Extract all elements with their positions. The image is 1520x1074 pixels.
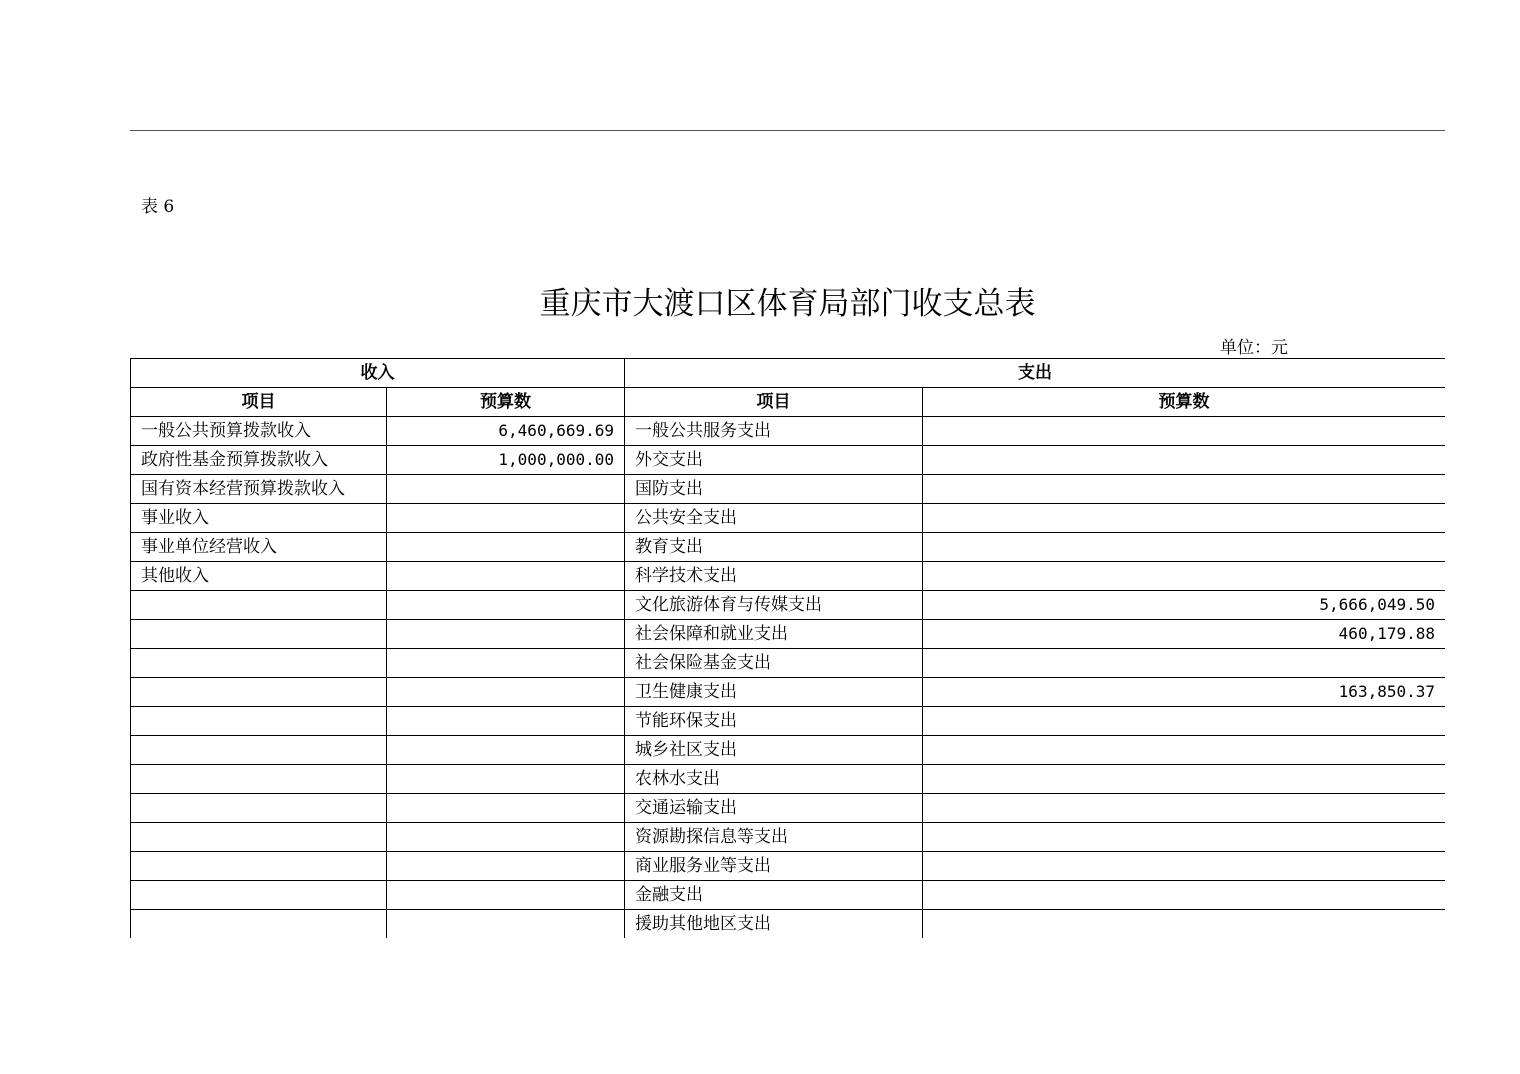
expense-amount-cell xyxy=(923,707,1446,736)
expense-item-cell: 一般公共服务支出 xyxy=(625,417,923,446)
table-container xyxy=(130,358,1445,938)
income-item-cell xyxy=(131,678,387,707)
expense-item-cell: 社会保险基金支出 xyxy=(625,649,923,678)
income-item-cell xyxy=(131,794,387,823)
unit-label: 单位：元 xyxy=(1220,338,1288,358)
expense-amount-cell xyxy=(923,823,1446,852)
expense-item-cell: 卫生健康支出 xyxy=(625,678,923,707)
expense-item-cell: 社会保障和就业支出 xyxy=(625,620,923,649)
table-row xyxy=(131,562,1446,591)
table-row xyxy=(131,475,1446,504)
expense-amount-cell xyxy=(923,562,1446,591)
expense-item-cell: 节能环保支出 xyxy=(625,707,923,736)
table-row xyxy=(131,504,1446,533)
expense-item-cell: 交通运输支出 xyxy=(625,794,923,823)
expense-amount-cell xyxy=(923,910,1446,939)
income-item-cell xyxy=(131,620,387,649)
expense-amount-cell xyxy=(923,736,1446,765)
document-title: 重庆市大渡口区体育局部门收支总表 xyxy=(539,286,1036,322)
table-row xyxy=(131,707,1446,736)
expense-group-header: 支出 xyxy=(625,359,1446,388)
income-amount-cell xyxy=(387,910,625,939)
table-row xyxy=(131,446,1446,475)
income-item-cell xyxy=(131,881,387,910)
table-row xyxy=(131,881,1446,910)
expense-item-cell: 国防支出 xyxy=(625,475,923,504)
table-row xyxy=(131,765,1446,794)
table-number-label: 表 6 xyxy=(141,197,175,217)
income-amount-cell xyxy=(387,823,625,852)
expense-item-header: 项目 xyxy=(625,388,923,417)
income-item-cell: 一般公共预算拨款收入 xyxy=(131,417,387,446)
expense-amount-cell xyxy=(923,881,1446,910)
table-row xyxy=(131,794,1446,823)
expense-budget-header: 预算数 xyxy=(923,388,1446,417)
table-row xyxy=(131,620,1446,649)
income-amount-cell xyxy=(387,736,625,765)
expense-item-cell: 城乡社区支出 xyxy=(625,736,923,765)
column-header-row xyxy=(131,388,1446,417)
expense-item-cell: 金融支出 xyxy=(625,881,923,910)
income-amount-cell xyxy=(387,678,625,707)
table-row xyxy=(131,417,1446,446)
income-amount-cell xyxy=(387,591,625,620)
income-amount-cell xyxy=(387,562,625,591)
budget-table xyxy=(130,358,1445,938)
expense-item-cell: 商业服务业等支出 xyxy=(625,852,923,881)
expense-item-cell: 文化旅游体育与传媒支出 xyxy=(625,591,923,620)
income-item-cell xyxy=(131,823,387,852)
table-row xyxy=(131,852,1446,881)
table-row xyxy=(131,678,1446,707)
income-item-cell: 事业收入 xyxy=(131,504,387,533)
income-amount-cell xyxy=(387,765,625,794)
expense-item-cell: 公共安全支出 xyxy=(625,504,923,533)
income-item-cell xyxy=(131,910,387,939)
income-amount-cell xyxy=(387,881,625,910)
income-item-header: 项目 xyxy=(131,388,387,417)
income-amount-cell xyxy=(387,504,625,533)
income-item-cell: 政府性基金预算拨款收入 xyxy=(131,446,387,475)
expense-amount-cell: 460,179.88 xyxy=(923,620,1446,649)
expense-item-cell: 资源勘探信息等支出 xyxy=(625,823,923,852)
income-amount-cell xyxy=(387,620,625,649)
income-amount-cell: 1,000,000.00 xyxy=(387,446,625,475)
expense-amount-cell xyxy=(923,446,1446,475)
income-item-cell xyxy=(131,591,387,620)
expense-item-cell: 援助其他地区支出 xyxy=(625,910,923,939)
expense-amount-cell xyxy=(923,794,1446,823)
expense-item-cell: 外交支出 xyxy=(625,446,923,475)
income-item-cell: 其他收入 xyxy=(131,562,387,591)
expense-item-cell: 科学技术支出 xyxy=(625,562,923,591)
income-budget-header: 预算数 xyxy=(387,388,625,417)
table-row xyxy=(131,823,1446,852)
expense-item-cell: 教育支出 xyxy=(625,533,923,562)
expense-item-cell: 农林水支出 xyxy=(625,765,923,794)
table-row xyxy=(131,533,1446,562)
income-amount-cell xyxy=(387,649,625,678)
income-amount-cell: 6,460,669.69 xyxy=(387,417,625,446)
expense-amount-cell xyxy=(923,533,1446,562)
table-row xyxy=(131,910,1446,939)
expense-amount-cell xyxy=(923,417,1446,446)
table-row xyxy=(131,736,1446,765)
expense-amount-cell xyxy=(923,475,1446,504)
group-header-row xyxy=(131,359,1446,388)
table-row xyxy=(131,591,1446,620)
income-amount-cell xyxy=(387,852,625,881)
expense-amount-cell: 163,850.37 xyxy=(923,678,1446,707)
expense-amount-cell: 5,666,049.50 xyxy=(923,591,1446,620)
income-item-cell xyxy=(131,736,387,765)
income-amount-cell xyxy=(387,794,625,823)
expense-amount-cell xyxy=(923,852,1446,881)
income-item-cell: 国有资本经营预算拨款收入 xyxy=(131,475,387,504)
income-item-cell: 事业单位经营收入 xyxy=(131,533,387,562)
income-amount-cell xyxy=(387,707,625,736)
expense-amount-cell xyxy=(923,649,1446,678)
income-item-cell xyxy=(131,765,387,794)
income-amount-cell xyxy=(387,475,625,504)
expense-amount-cell xyxy=(923,504,1446,533)
header-rule xyxy=(130,130,1445,131)
income-item-cell xyxy=(131,649,387,678)
expense-amount-cell xyxy=(923,765,1446,794)
income-group-header: 收入 xyxy=(131,359,625,388)
table-row xyxy=(131,649,1446,678)
income-item-cell xyxy=(131,852,387,881)
income-item-cell xyxy=(131,707,387,736)
income-amount-cell xyxy=(387,533,625,562)
